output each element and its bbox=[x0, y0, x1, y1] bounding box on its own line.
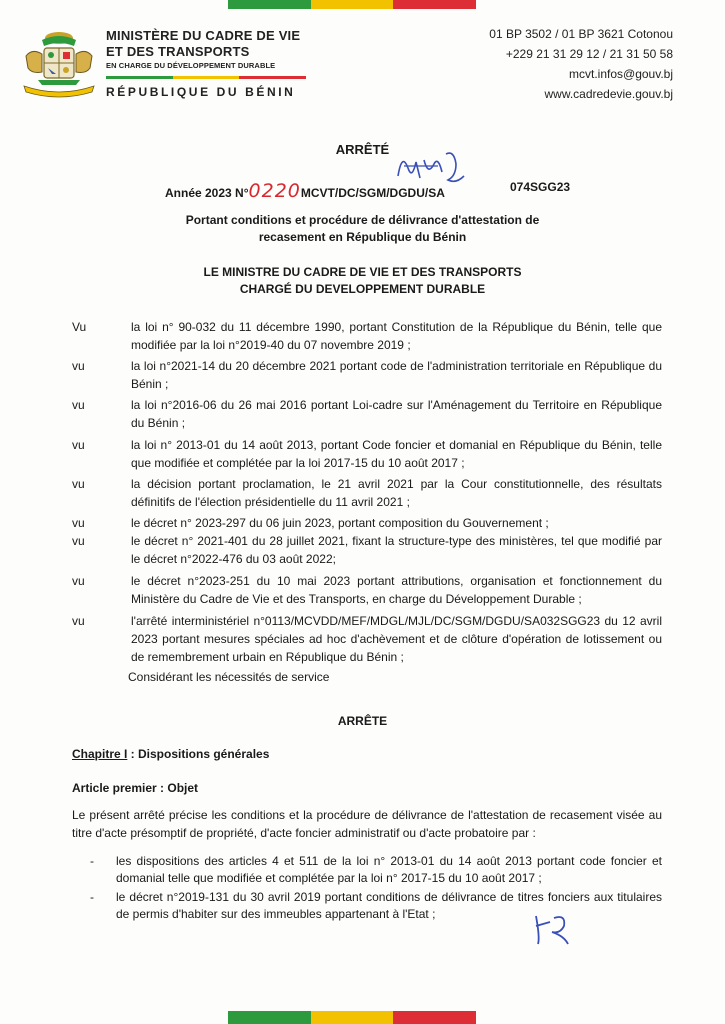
reference-line bbox=[165, 180, 571, 202]
bullet-dash: - bbox=[90, 854, 94, 868]
bullet-dash: - bbox=[90, 890, 94, 904]
contact-phone: +229 21 31 29 12 / 21 31 50 58 bbox=[505, 47, 673, 61]
contact-email: mcvt.infos@gouv.bj bbox=[569, 67, 673, 81]
vu-text: la décision portant proclamation, le 21 avril 2021 par la Cour constitutionnelle, des résultats définitifs de l'élection présidentielle du 11 avril 2021 ; bbox=[131, 477, 662, 509]
vu-text: la loi n° 90-032 du 11 décembre 1990, portant Constitution de la République du Bénin, telle que modifiée par la loi n°2019-40 du 07 novembre 2019 ; bbox=[131, 320, 662, 352]
vu-text: le décret n° 2021-401 du 28 juillet 2021, fixant la structure-type des ministères, tel que modifié par le décret n°2022-476 du 03 août 2022; bbox=[131, 534, 662, 566]
country-name: RÉPUBLIQUE DU BÉNIN bbox=[106, 85, 296, 99]
benin-coat-of-arms-icon bbox=[18, 28, 100, 102]
arrete-heading: ARRÊTE bbox=[337, 714, 388, 728]
vu-text: l'arrêté interministériel n°0113/MCVDD/MEF/MDGL/MJL/DC/SGM/DGDU/SA032SGG23 du 12 avril 2023 portant mesures spéciales ad hoc d'achèvement et de clôture d'opération de lotissement ou de remembrement urbain en République du Bénin ; bbox=[131, 614, 662, 664]
vu-label: vu bbox=[72, 516, 85, 530]
ministry-name-line1: MINISTÈRE DU CADRE DE VIE bbox=[106, 28, 301, 43]
vu-label: vu bbox=[72, 438, 85, 452]
minister-line2: CHARGÉ DU DEVELOPPEMENT DURABLE bbox=[239, 282, 486, 296]
handwritten-number: 0220 bbox=[248, 180, 301, 202]
document-subject bbox=[0, 212, 725, 246]
flag-stripe-small bbox=[106, 76, 306, 79]
considerant-line: Considérant les nécessités de service bbox=[128, 670, 330, 684]
article-intro: Le présent arrêté précise les conditions et la procédure de délivrance de l'attestation de recasement visée au titre d'acte présomptif de propriété, d'acte foncier administratif ou d'acte probatoire par : bbox=[72, 808, 662, 840]
contact-address: 01 BP 3502 / 01 BP 3621 Cotonou bbox=[489, 27, 673, 41]
minister-line1: LE MINISTRE DU CADRE DE VIE ET DES TRANSPORTS bbox=[203, 265, 522, 279]
reference-code: MCVT/DC/SGM/DGDU/SA bbox=[300, 186, 445, 200]
year-label: Année 2023 N° bbox=[165, 186, 249, 200]
chapter-heading bbox=[72, 747, 269, 761]
vu-label: vu bbox=[72, 398, 85, 412]
vu-label: vu bbox=[72, 359, 85, 373]
article-heading bbox=[72, 781, 198, 795]
vu-text: la loi n°2016-06 du 26 mai 2016 portant Loi-cadre sur l'Aménagement du Territoire en République du Bénin ; bbox=[131, 398, 662, 430]
vu-label: vu bbox=[72, 574, 85, 588]
ministry-heading bbox=[106, 28, 336, 99]
vu-label: vu bbox=[72, 477, 85, 491]
flag-stripe-bottom bbox=[228, 1011, 476, 1024]
bullet-text: le décret n°2019-131 du 30 avril 2019 portant conditions de délivrance de titres fonciers aux titulaires de permis d'habiter sur des immeubles appartenant à l'Etat ; bbox=[116, 890, 662, 921]
article-label: Article premier bbox=[72, 781, 157, 795]
vu-label: Vu bbox=[72, 320, 87, 334]
minister-heading bbox=[0, 264, 725, 298]
vu-text: le décret n° 2023-297 du 06 juin 2023, portant composition du Gouvernement ; bbox=[131, 516, 549, 530]
bullet-text: les dispositions des articles 4 et 511 de la loi n° 2013-01 du 14 août 2013 portant code foncier et domanial telle que modifiée et complétée par la loi n° 2017-15 du 10 août 2017 ; bbox=[116, 854, 662, 885]
ministry-name-line2: ET DES TRANSPORTS bbox=[106, 44, 250, 59]
article-title: Objet bbox=[167, 781, 199, 795]
subject-line1: Portant conditions et procédure de délivrance d'attestation de bbox=[185, 213, 540, 227]
contact-block bbox=[489, 24, 673, 104]
vu-label: vu bbox=[72, 534, 85, 548]
subject-line2: recasement en République du Bénin bbox=[258, 230, 467, 244]
document-title: ARRÊTÉ bbox=[335, 142, 390, 157]
chapter-label: Chapitre I bbox=[72, 747, 128, 761]
ministry-name-line3: EN CHARGE DU DÉVELOPPEMENT DURABLE bbox=[106, 61, 276, 70]
contact-website: www.cadredevie.gouv.bj bbox=[544, 87, 673, 101]
vu-text: la loi n°2021-14 du 20 décembre 2021 portant code de l'administration territoriale en République du Bénin ; bbox=[131, 359, 662, 391]
article-separator: : bbox=[156, 781, 168, 795]
vu-text: la loi n° 2013-01 du 14 août 2013, portant Code foncier et domanial en République du Bénin, telle que modifiée et complétée par la loi 2017-15 du 10 août 2017 ; bbox=[131, 438, 662, 470]
vu-label: vu bbox=[72, 614, 85, 628]
chapter-title: : Dispositions générales bbox=[127, 747, 270, 761]
flag-stripe-top bbox=[228, 0, 476, 9]
handwritten-initials-icon bbox=[530, 908, 574, 948]
vu-text: le décret n°2023-251 du 10 mai 2023 portant attributions, organisation et fonctionnement du Ministère du Cadre de Vie et des Transports, en charge du Développement Durable ; bbox=[131, 574, 662, 606]
reference-code-secondary: 074SGG23 bbox=[510, 180, 571, 194]
